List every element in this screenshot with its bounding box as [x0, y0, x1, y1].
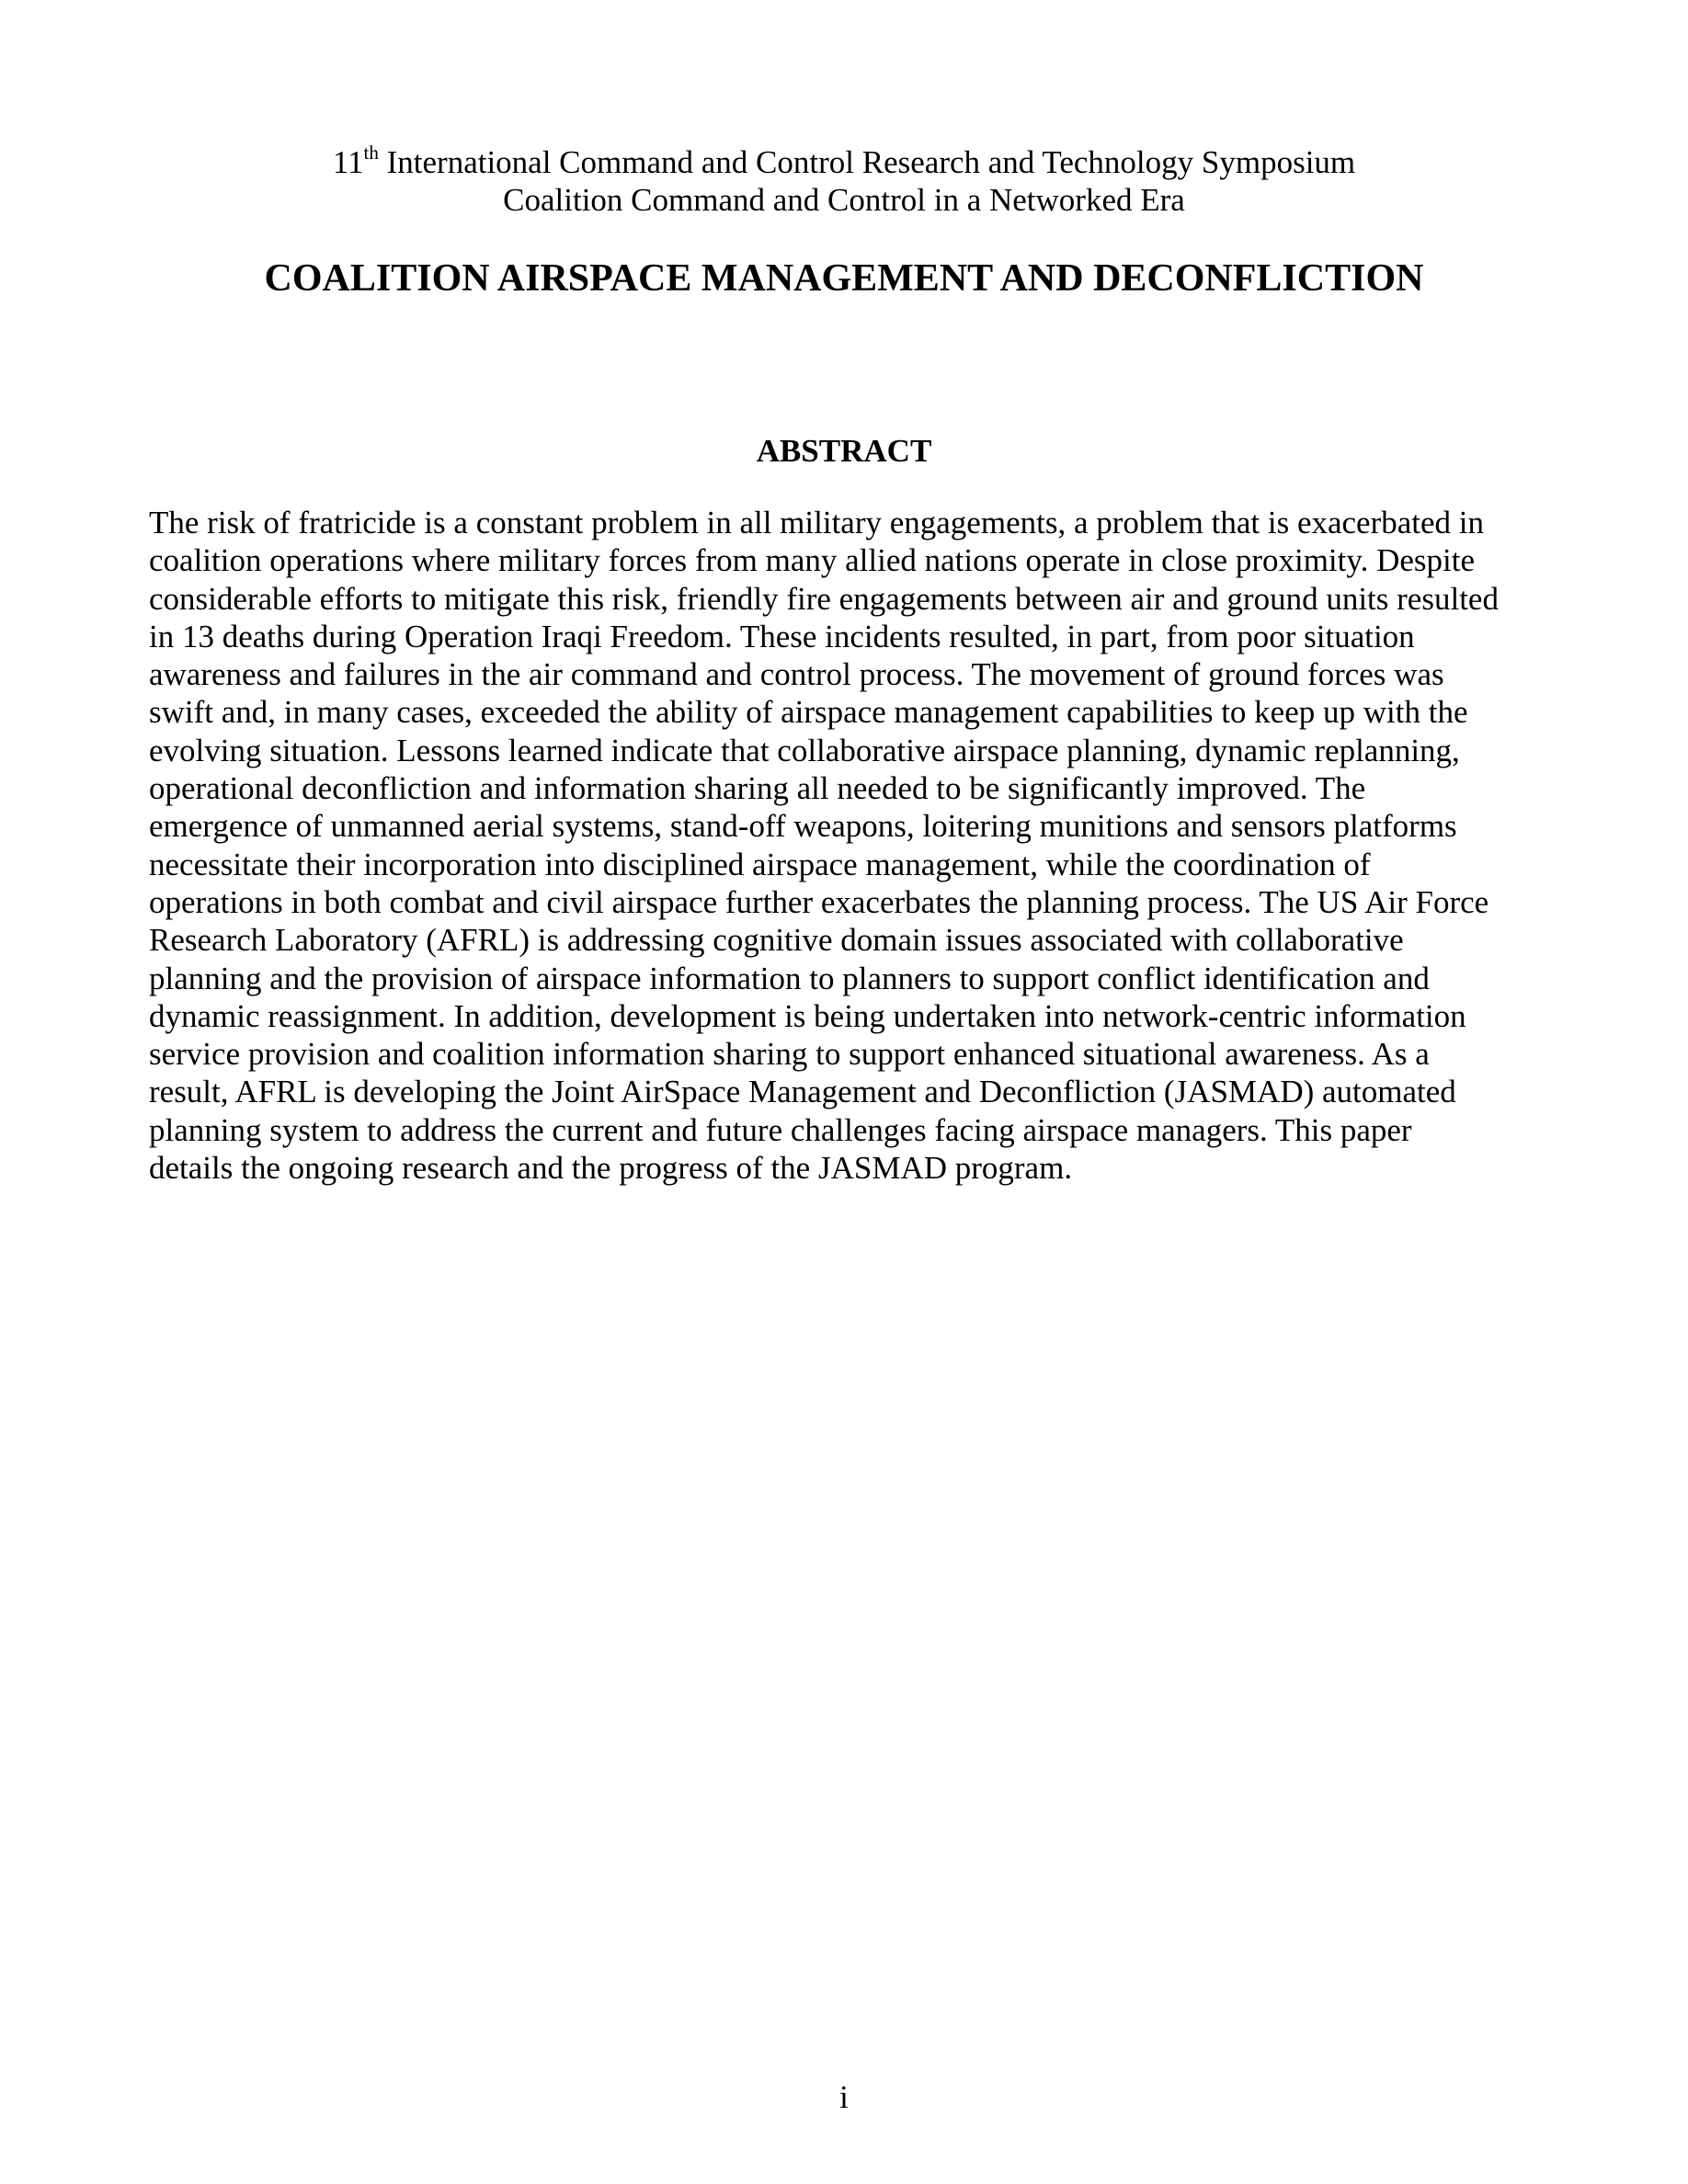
ordinal-number: 11 [332, 144, 364, 180]
ordinal-suffix: th [363, 142, 379, 165]
abstract-line: operations in both combat and civil airspace further exacerbates the planning process. The US Air Force [149, 883, 1489, 920]
abstract-line: Research Laboratory (AFRL) is addressing cognitive domain issues associated with collaborative [149, 922, 1404, 959]
abstract-line: operational deconfliction and information sharing all needed to be significantly improved. The [149, 770, 1366, 807]
abstract-line: necessitate their incorporation into disciplined airspace management, while the coordination of [149, 846, 1371, 882]
symposium-theme: Coalition Command and Control in a Networked Era [503, 182, 1185, 218]
abstract-body [149, 504, 1556, 1187]
symposium-name: International Command and Control Research and Technology Symposium [378, 144, 1356, 180]
abstract-line: planning and the provision of airspace information to planners to support conflict identification and [149, 960, 1430, 996]
abstract-line: evolving situation. Lessons learned indicate that collaborative airspace planning, dynamic replanning, [149, 732, 1460, 768]
abstract-line: result, AFRL is developing the Joint AirSpace Management and Deconfliction (JASMAD) automated [149, 1074, 1456, 1110]
abstract-line: coalition operations where military forces from many allied nations operate in close proximity. Despite [149, 542, 1476, 579]
page-number: i [839, 2079, 849, 2115]
paper-title: COALITION AIRSPACE MANAGEMENT AND DECONFLICTION [264, 257, 1424, 300]
conference-header [0, 143, 1688, 219]
abstract-line: considerable efforts to mitigate this risk, friendly fire engagements between air and ground units resulted [149, 580, 1499, 617]
abstract-line: service provision and coalition information sharing to support enhanced situational awareness. As a [149, 1036, 1430, 1073]
abstract-line: in 13 deaths during Operation Iraqi Freedom. These incidents resulted, in part, from poor situation [149, 618, 1415, 654]
abstract-line: details the ongoing research and the progress of the JASMAD program. [149, 1150, 1073, 1187]
symposium-line [0, 143, 1688, 181]
abstract-line: emergence of unmanned aerial systems, stand-off weapons, loitering munitions and sensors platforms [149, 808, 1457, 845]
abstract-line: planning system to address the current and future challenges facing airspace managers. This paper [149, 1111, 1412, 1148]
abstract-line: swift and, in many cases, exceeded the ability of airspace management capabilities to keep up with the [149, 694, 1468, 731]
abstract-line: dynamic reassignment. In addition, development is being undertaken into network-centric information [149, 997, 1466, 1034]
abstract-line: The risk of fratricide is a constant problem in all military engagements, a problem that is exacerbated in [149, 505, 1485, 540]
abstract-heading: ABSTRACT [756, 433, 932, 469]
abstract-line: awareness and failures in the air command and control process. The movement of ground forces was [149, 656, 1444, 693]
